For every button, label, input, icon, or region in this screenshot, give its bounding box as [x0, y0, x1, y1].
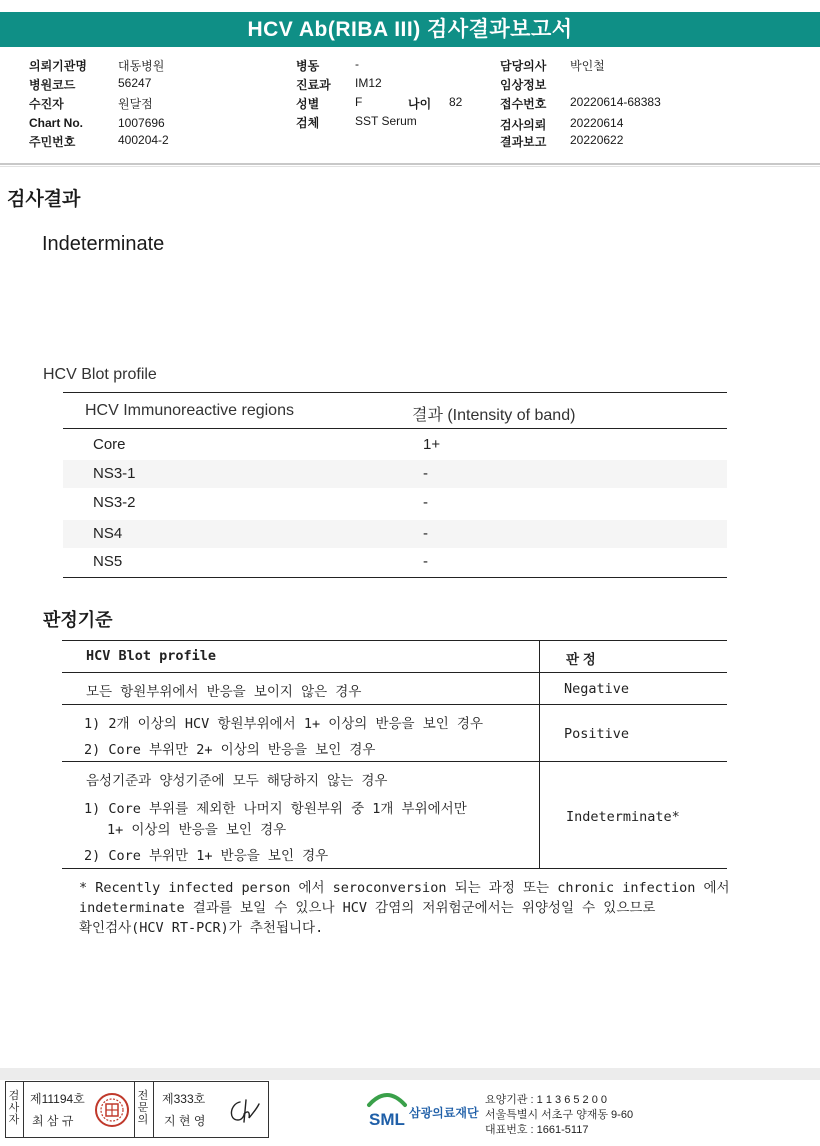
receipt-label: 접수번호: [500, 97, 547, 111]
approver-label: 전문의: [137, 1090, 149, 1126]
seal-stamp-icon: [94, 1092, 130, 1128]
region-cell: NS3-1: [93, 465, 136, 482]
table-rule: [62, 704, 727, 705]
region-cell: NS5: [93, 553, 123, 570]
hospital-value: 대동병원: [118, 59, 165, 73]
report-title: HCV Ab(RIBA III) 검사결과보고서: [0, 12, 820, 47]
approver-name: 지 현 영: [164, 1114, 206, 1128]
code-value: 56247: [118, 76, 152, 90]
patient-label: 수진자: [29, 97, 64, 111]
request-label: 검사의뢰: [500, 118, 547, 132]
blot-profile-title: HCV Blot profile: [43, 366, 157, 383]
chart-value: 1007696: [118, 116, 165, 130]
specimen-value: SST Serum: [355, 114, 417, 128]
resident-label: 주민번호: [29, 135, 76, 149]
result-value: Indeterminate: [42, 233, 165, 255]
result-cell: 1+: [423, 436, 441, 453]
specimen-label: 검체: [296, 116, 320, 130]
positive-line-1: 1) 2개 이상의 HCV 항원부위에서 1+ 이상의 반응을 보인 경우: [84, 716, 483, 732]
resident-value: 400204-2: [118, 133, 169, 147]
criteria-title: 판정기준: [43, 610, 113, 630]
region-cell: Core: [93, 436, 126, 453]
column-header-result: 결과 (Intensity of band): [412, 407, 576, 424]
table-rule: [63, 428, 727, 429]
code-label: 병원코드: [29, 78, 76, 92]
hospital-label: 의뢰기관명: [29, 59, 87, 73]
criteria-table: [62, 640, 727, 869]
ward-label: 병동: [296, 59, 320, 73]
footnote-line-3: 확인검사(HCV RT-PCR)가 추천됩니다.: [79, 920, 324, 936]
divider: [0, 163, 820, 165]
table-row: [63, 460, 727, 488]
footnote-line-1: * Recently infected person 에서 seroconversion 되는 과정 또는 chronic infection 에서: [79, 880, 730, 896]
region-cell: NS3-2: [93, 494, 136, 511]
organization-phone: 대표번호 : 1661-5117: [485, 1124, 589, 1136]
footnote-line-2: indeterminate 결과를 보일 수 있으나 HCV 감염의 저위험군에서는 위양성일 수 있으므로: [79, 900, 656, 916]
negative-description: 모든 항원부위에서 반응을 보이지 않은 경우: [86, 684, 362, 700]
table-rule: [62, 640, 727, 641]
divider: [0, 166, 820, 167]
organization-address: 서울특별시 서초구 양재동 9-60: [485, 1109, 634, 1121]
table-rule: [62, 761, 727, 762]
info-block: [0, 0, 820, 160]
indeterminate-line-2: 1) Core 부위를 제외한 나머지 항원부위 중 1개 부위에서만: [84, 801, 467, 817]
doctor-value: 박인철: [570, 59, 605, 73]
age-label: 나이: [408, 97, 432, 111]
region-cell: NS4: [93, 525, 123, 542]
column-divider: [134, 1082, 135, 1137]
age-value: 82: [449, 95, 463, 109]
organization-name: 삼광의료재단: [409, 1106, 479, 1120]
report-label: 결과보고: [500, 135, 547, 149]
ward-value: -: [355, 57, 359, 71]
dept-label: 진료과: [296, 78, 331, 92]
request-value: 20220614: [570, 116, 624, 130]
blot-profile-table: [63, 392, 727, 578]
result-cell: -: [423, 465, 428, 482]
positive-judgement: Positive: [564, 726, 630, 742]
indeterminate-line-4: 2) Core 부위만 1+ 반응을 보인 경우: [84, 848, 329, 864]
clinical-label: 임상정보: [500, 78, 547, 92]
signature-box: [5, 1081, 269, 1138]
column-header-judgement: 판 정: [566, 652, 596, 667]
handwritten-signature-icon: [226, 1096, 262, 1126]
table-rule: [63, 392, 727, 393]
sex-value: F: [355, 95, 363, 109]
dept-value: IM12: [355, 76, 382, 90]
indeterminate-judgement: Indeterminate*: [566, 809, 680, 825]
inspector-label: 검사자: [8, 1090, 20, 1126]
table-row: [63, 520, 727, 548]
indeterminate-line-3: 1+ 이상의 반응을 보인 경우: [107, 822, 287, 838]
indeterminate-line-1: 음성기준과 양성기준에 모두 해당하지 않는 경우: [86, 773, 388, 789]
table-rule: [62, 672, 727, 673]
patient-value: 원달점: [118, 97, 153, 111]
table-rule: [63, 577, 727, 578]
sex-label: 성별: [296, 97, 320, 111]
receipt-value: 20220614-68383: [570, 95, 661, 109]
inspector-name: 최 삼 규: [32, 1114, 74, 1128]
result-cell: -: [423, 494, 428, 511]
doctor-label: 담당의사: [500, 59, 547, 73]
sml-logo-icon: [365, 1087, 409, 1131]
table-row: [63, 489, 727, 517]
table-row: [63, 548, 727, 576]
sml-logo-text: SML: [369, 1110, 405, 1129]
column-divider: [539, 640, 540, 869]
report-value: 20220622: [570, 133, 624, 147]
section-title: 검사결과: [7, 189, 81, 210]
approver-license: 제333호: [162, 1092, 206, 1106]
column-header-profile: HCV Blot profile: [86, 648, 217, 664]
inspector-license: 제11194호: [30, 1092, 85, 1106]
positive-line-2: 2) Core 부위만 2+ 이상의 반응을 보인 경우: [84, 742, 376, 758]
column-divider: [23, 1082, 24, 1137]
negative-judgement: Negative: [564, 681, 630, 697]
table-rule: [62, 868, 727, 869]
result-cell: -: [423, 525, 428, 542]
footer-divider: [0, 1068, 820, 1080]
column-header-region: HCV Immunoreactive regions: [85, 402, 294, 419]
column-divider: [153, 1082, 154, 1137]
table-row: [63, 431, 727, 459]
result-cell: -: [423, 553, 428, 570]
institution-code: 요양기관 : 1 1 3 6 5 2 0 0: [485, 1094, 608, 1106]
chart-label: Chart No.: [29, 116, 83, 130]
